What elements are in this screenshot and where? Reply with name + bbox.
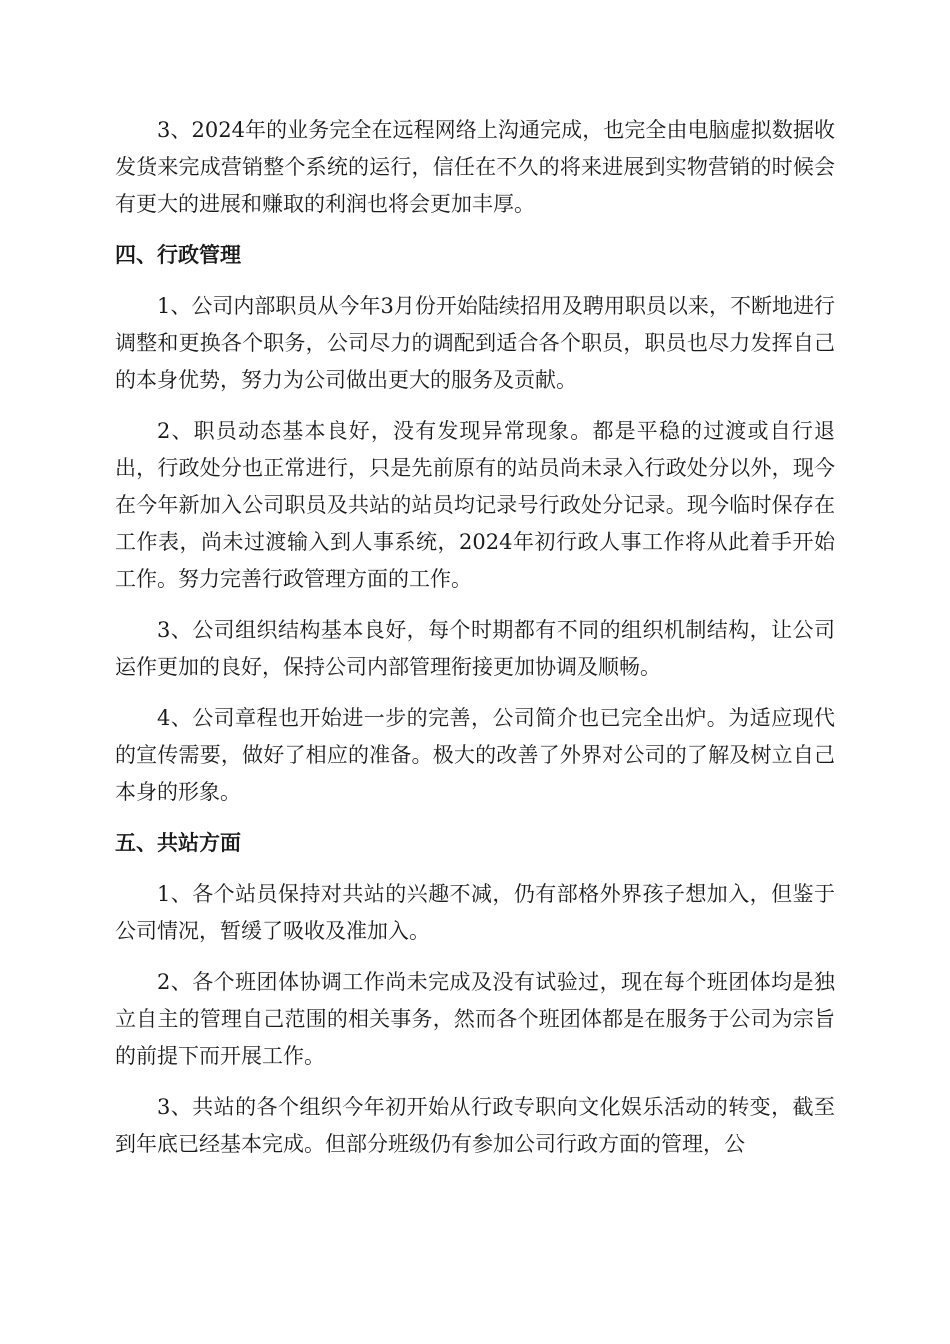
paragraph-admin-3: 3、公司组织结构基本良好，每个时期都有不同的组织机制结构，让公司运作更加的良好，保持公司内部管理衔接更加协调及顺畅。 xyxy=(115,618,835,679)
paragraph-admin-1: 1、公司内部职员从今年3月份开始陆续招用及聘用职员以来，不断地进行调整和更换各个职务，公司尽力的调配到适合各个职员，职员也尽力发挥自己的本身优势，努力为公司做出更大的服务及贡献。 xyxy=(115,294,835,392)
section-heading-admin: 四、行政管理 xyxy=(115,243,241,267)
paragraph-business-3: 3、2024年的业务完全在远程网络上沟通完成，也完全由电脑虚拟数据收发货来完成营销整个系统的运行，信任在不久的将来进展到实物营销的时候会有更大的进展和赚取的利润也将会更加丰厚。 xyxy=(115,118,835,216)
paragraph-station-1: 1、各个站员保持对共站的兴趣不减，仍有部格外界孩子想加入，但鉴于公司情况，暂缓了吸收及准加入。 xyxy=(115,882,835,943)
paragraph-station-2: 2、各个班团体协调工作尚未完成及没有试验过，现在每个班团体均是独立自主的管理自己范围的相关事务，然而各个班团体都是在服务于公司为宗旨的前提下而开展工作。 xyxy=(115,970,835,1068)
section-heading-station: 五、共站方面 xyxy=(115,831,241,855)
paragraph-admin-4: 4、公司章程也开始进一步的完善，公司简介也已完全出炉。为适应现代的宣传需要，做好了相应的准备。极大的改善了外界对公司的了解及树立自己本身的形象。 xyxy=(115,706,835,804)
paragraph-station-3: 3、共站的各个组织今年初开始从行政专职向文化娱乐活动的转变，截至到年底已经基本完成。但部分班级仍有参加公司行政方面的管理，公 xyxy=(115,1095,835,1156)
document-page xyxy=(115,112,835,1177)
paragraph-admin-2: 2、职员动态基本良好，没有发现异常现象。都是平稳的过渡或自行退出，行政处分也正常进行，只是先前原有的站员尚未录入行政处分以外，现今在今年新加入公司职员及共站的站员均记录号行政处分记录。现今临时保存在工作表，尚未过渡输入到人事系统，2024年初行政人事工作将从此着手开始工作。努力完善行政管理方面的工作。 xyxy=(115,419,835,591)
